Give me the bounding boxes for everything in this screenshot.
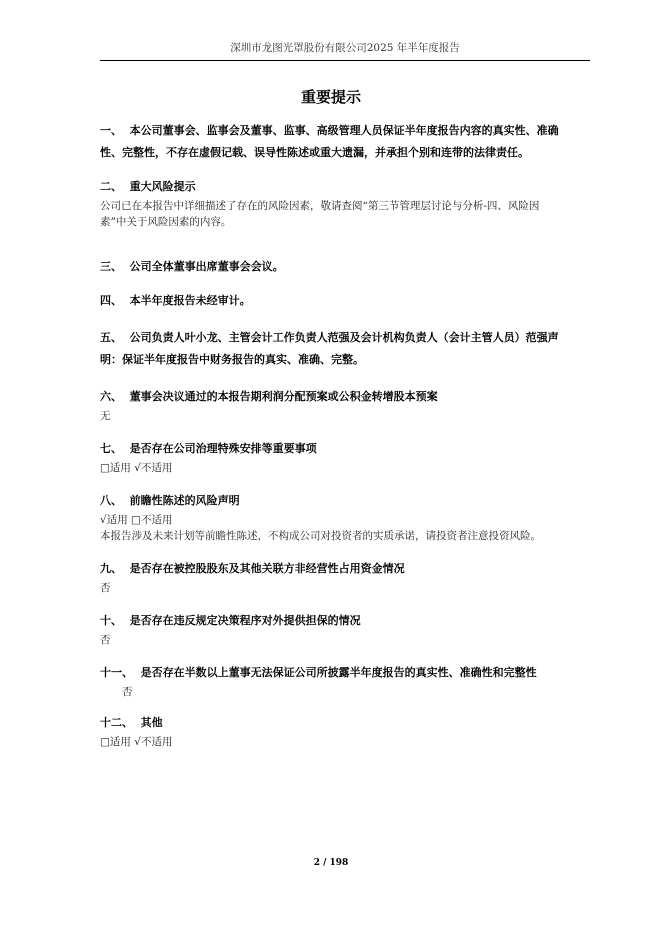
section-4-heading: 本半年度报告未经审计。 — [129, 294, 251, 307]
section-11 — [100, 662, 590, 700]
section-7 — [100, 438, 590, 476]
section-5-text-cont: 明：保证半年度报告中财务报告的真实、准确、完整。 — [100, 353, 364, 366]
header-rule — [100, 60, 590, 61]
section-7-applicability: □适用 √不适用 — [100, 462, 173, 474]
section-4-number: 四、 — [100, 294, 122, 307]
section-4 — [100, 290, 590, 312]
section-2-heading: 重大风险提示 — [129, 180, 196, 193]
section-12 — [100, 712, 590, 750]
section-2-body: 公司已在本报告中详细描述了存在的风险因素，敬请查阅“第三节管理层讨论与分析-四、风险因 — [100, 200, 540, 212]
section-8 — [100, 490, 590, 544]
section-8-body: 本报告涉及未来计划等前瞻性陈述，不构成公司对投资者的实质承诺，请投资者注意投资风险。 — [100, 530, 541, 542]
section-8-number: 八、 — [100, 494, 122, 507]
section-5 — [100, 327, 590, 371]
section-10-body: 否 — [100, 634, 111, 646]
section-9 — [100, 558, 590, 596]
section-8-heading: 前瞻性陈述的风险声明 — [129, 494, 240, 507]
section-7-number: 七、 — [100, 442, 122, 455]
section-6 — [100, 386, 590, 424]
section-1 — [100, 120, 590, 164]
section-10 — [100, 610, 590, 648]
section-9-number: 九、 — [100, 562, 122, 575]
section-11-body: 否 — [122, 686, 133, 698]
section-10-number: 十、 — [100, 614, 122, 627]
section-3-heading: 公司全体董事出席董事会会议。 — [129, 260, 284, 273]
section-8-applicability: √适用 □不适用 — [100, 514, 173, 526]
section-6-number: 六、 — [100, 390, 122, 403]
section-7-heading: 是否存在公司治理特殊安排等重要事项 — [129, 442, 317, 455]
section-9-heading: 是否存在被控股股东及其他关联方非经营性占用资金情况 — [129, 562, 405, 575]
section-5-text: 公司负责人叶小龙、主管会计工作负责人范强及会计机构负责人（会计主管人员）范强声 — [129, 331, 559, 344]
page-title: 重要提示 — [300, 88, 361, 106]
section-12-number: 十二、 — [100, 716, 133, 729]
section-6-body: 无 — [100, 410, 111, 422]
running-header: 深圳市龙图光罩股份有限公司2025 年半年度报告 — [230, 42, 460, 54]
section-1-text-cont: 性、完整性，不存在虚假记载、误导性陈述或重大遗漏，并承担个别和连带的法律责任。 — [100, 146, 529, 159]
section-1-text: 本公司董事会、监事会及董事、监事、高级管理人员保证半年度报告内容的真实性、准确 — [129, 124, 559, 137]
section-3 — [100, 256, 590, 278]
section-1-number: 一、 — [100, 124, 122, 137]
section-5-number: 五、 — [100, 331, 122, 344]
section-11-number: 十一、 — [100, 666, 133, 679]
section-12-applicability: □适用 √不适用 — [100, 736, 173, 748]
section-12-heading: 其他 — [140, 716, 163, 729]
section-6-heading: 董事会决议通过的本报告期利润分配预案或公积金转增股本预案 — [129, 390, 438, 403]
section-11-heading: 是否存在半数以上董事无法保证公司所披露半年度报告的真实性、准确性和完整性 — [140, 666, 537, 679]
section-2-body-cont: 素”中关于风险因素的内容。 — [100, 216, 232, 228]
section-9-body: 否 — [100, 582, 111, 594]
section-3-number: 三、 — [100, 260, 122, 273]
section-2 — [100, 176, 590, 230]
section-10-heading: 是否存在违反规定决策程序对外提供担保的情况 — [129, 614, 361, 627]
page-number: 2 / 198 — [313, 858, 349, 868]
section-2-number: 二、 — [100, 180, 122, 193]
